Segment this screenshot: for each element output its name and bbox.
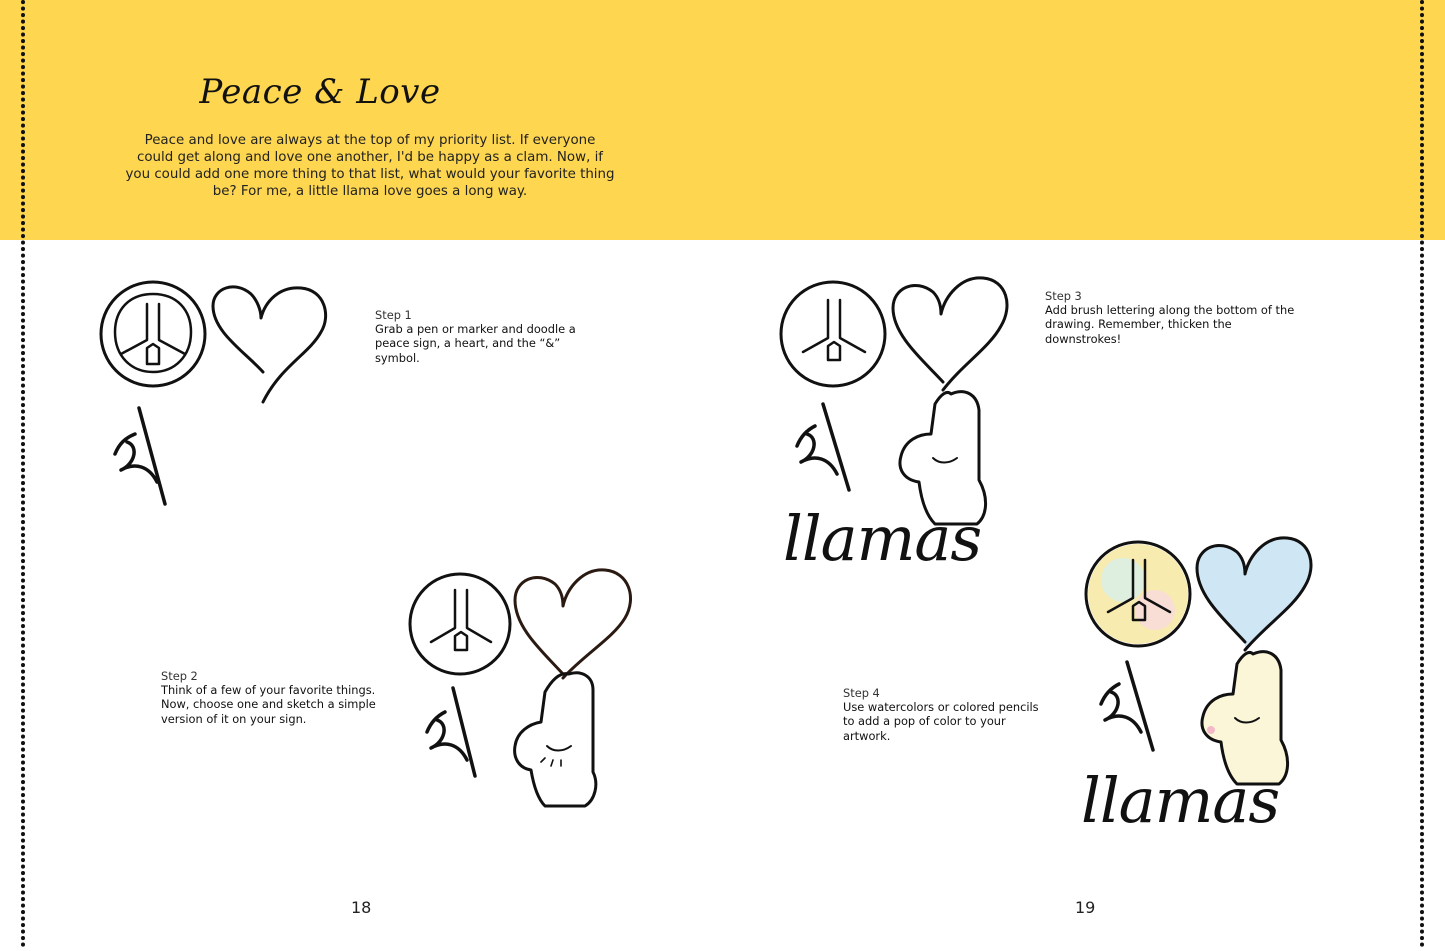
step1-illustration	[95, 282, 345, 512]
step2-illustration	[405, 562, 645, 832]
step-4-label: Step 4	[843, 686, 880, 700]
step-3-label: Step 3	[1045, 289, 1082, 303]
page-number-left: 18	[351, 898, 372, 917]
step-3-caption	[1045, 289, 1295, 346]
step-1-label: Step 1	[375, 308, 412, 322]
step-1-text: Grab a pen or marker and doodle a peace sign, a heart, and the “&” symbol.	[375, 322, 576, 365]
step-2-caption	[161, 669, 386, 726]
step-2-text: Think of a few of your favorite things. Now, choose one and sketch a simple version of it on your sign.	[161, 683, 376, 726]
dotted-border-left	[20, 0, 26, 951]
dotted-border-right	[1419, 0, 1425, 951]
step3-illustration	[775, 270, 1035, 590]
step-4-caption	[843, 686, 1043, 743]
step-2-label: Step 2	[161, 669, 198, 683]
page-number-right: 19	[1075, 898, 1096, 917]
step3-lettering: llamas	[783, 502, 982, 575]
step4-lettering: llamas	[1081, 764, 1280, 837]
step-4-text: Use watercolors or colored pencils to add a pop of color to your artwork.	[843, 700, 1039, 743]
page-title: Peace & Love	[199, 72, 441, 112]
step4-illustration	[1075, 530, 1335, 850]
header-banner	[0, 0, 1445, 240]
step-3-text: Add brush lettering along the bottom of the drawing. Remember, thicken the downstrokes!	[1045, 303, 1295, 346]
step-1-caption	[375, 308, 590, 365]
intro-paragraph: Peace and love are always at the top of my priority list. If everyone could get along and love one another, I'd be happy as a clam. Now, if you could add one more thing to that list, what would your favorite thing be? For me, a little llama love goes a long way.	[125, 133, 615, 199]
